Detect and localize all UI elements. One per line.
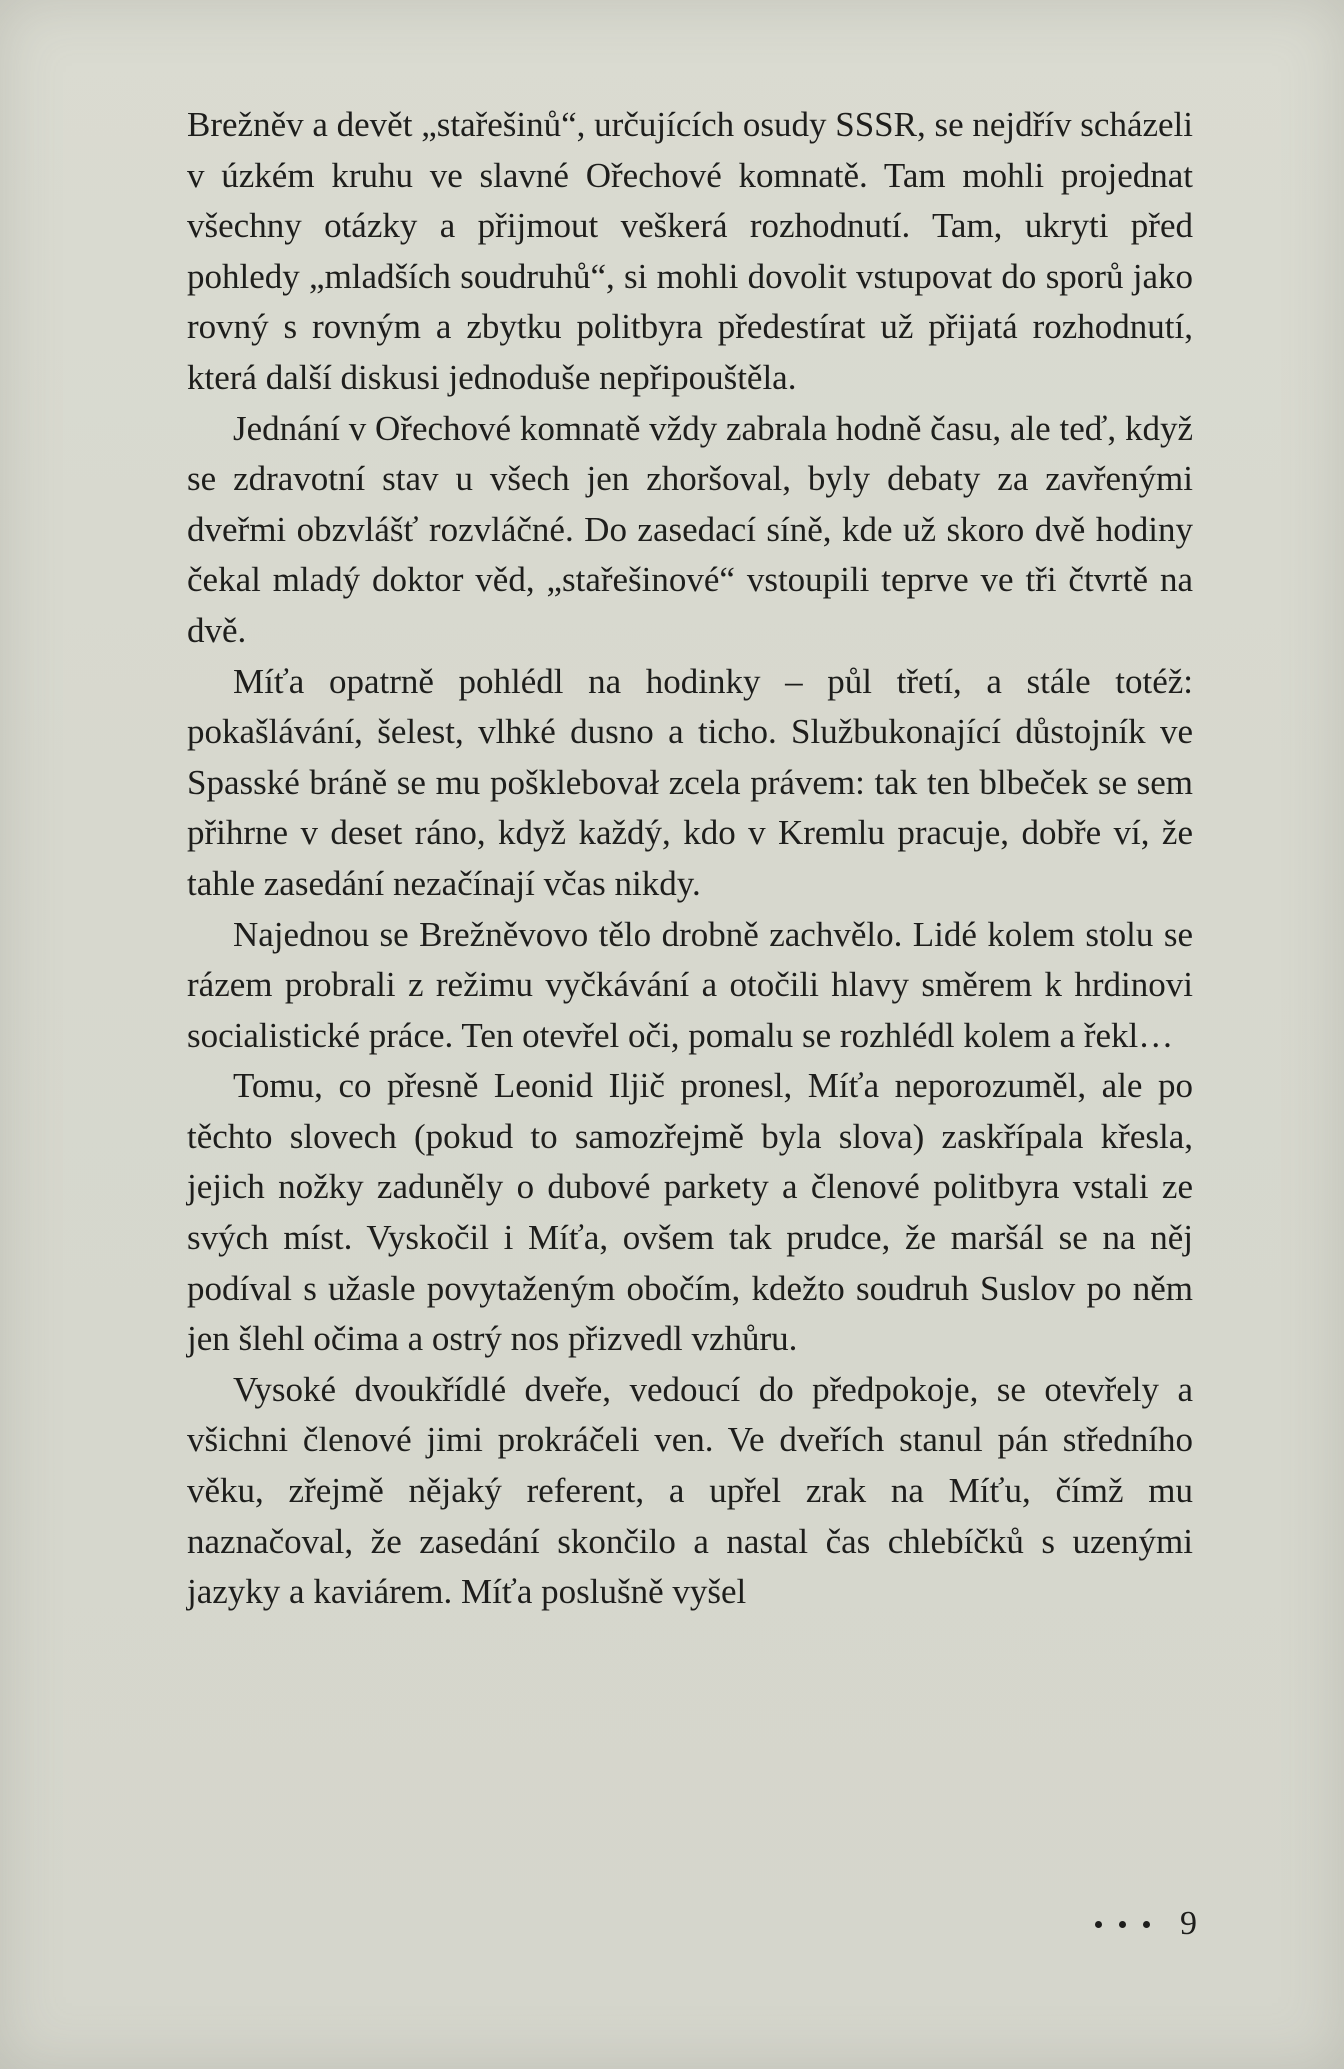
- paragraph-6: Vysoké dvoukřídlé dveře, vedoucí do předpokoje, se otevřely a všichni členové jimi prokráčeli ven. Ve dveřích stanul pán středního věku, zřejmě nějaký referent, a upřel zrak na Míťu, čímž mu naznačoval, že zasedání skončilo a nastal čas chlebíčků s uzenými jazyky a kaviárem. Míťa poslušně vyšel: [187, 1369, 1193, 1612]
- paragraph-2: Jednání v Ořechové komnatě vždy zabrala hodně času, ale teď, když se zdravotní stav u všech jen zhoršoval, byly debaty za zavřenými dveřmi obzvlášť rozvláčné. Do zasedací síně, kde už skoro dvě hodiny čekal mladý doktor věd, „stařešinové“ vstoupili teprve ve tři čtvrtě na dvě.: [187, 408, 1193, 650]
- paragraph-3: Míťa opatrně pohlédl na hodinky – půl třetí, a stále totéž: pokašlávání, šelest, vlhké dusno a ticho. Službukonající důstojník ve Spasské bráně se mu pošklebovał zcela právem: tak ten blbeček se sem přihrne v deset ráno, když každý, kdo v Kremlu pracuje, dobře ví, že tahle zasedání nezačínají včas nikdy.: [187, 661, 1193, 903]
- page-footer: [1095, 1905, 1197, 1943]
- page-number: 9: [1180, 1905, 1197, 1942]
- ellipsis-dots-icon: [1095, 1921, 1150, 1928]
- paragraph-1: Brežněv a devět „stařešinů“, určujících osudy SSSR, se nejdřív scházeli v úzkém kruhu ve slavné Ořechové komnatě. Tam mohli projednat všechny otázky a přijmout veškerá rozhodnutí. Tam, ukryti před pohledy „mladších soudruhů“, si mohli dovolit vstupovat do sporů jako rovný s rovným a zbytku politbyra předestírat už přijatá rozhodnutí, která další diskusi jednoduše nepřipouštěla.: [187, 105, 1193, 397]
- paragraph-4: Najednou se Brežněvovo tělo drobně zachvělo. Lidé kolem stolu se rázem probrali z režimu vyčkávání a otočili hlavy směrem k hrdinovi socialistické práce. Ten otevřel oči, pomalu se rozhlédl kolem a řekl…: [187, 914, 1193, 1055]
- body-text: [187, 100, 1193, 1618]
- paragraph-5: Tomu, co přesně Leonid Iljič pronesl, Míťa neporozuměl, ale po těchto slovech (pokud to samozřejmě byla slova) zaskřípala křesla, jejich nožky zaduněly o dubové parkety a členové politbyra vstali ze svých míst. Vyskočil i Míťa, ovšem tak prudce, že maršál se na něj podíval s užasle povytaženým obočím, kdežto soudruh Suslov po něm jen šlehl očima a ostrý nos přizvedl vzhůru.: [187, 1066, 1193, 1359]
